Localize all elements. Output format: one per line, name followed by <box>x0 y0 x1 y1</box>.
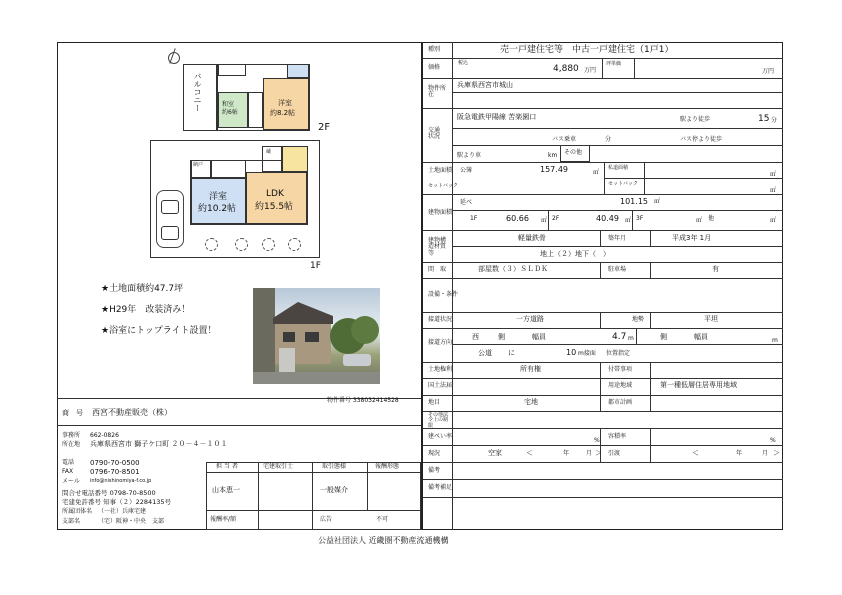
floor1-area: 60.66 <box>506 214 529 223</box>
building-total-area: 101.15 <box>620 197 648 206</box>
transaction-type: 一般媒介 <box>320 486 348 494</box>
walk-minutes: 15 <box>758 114 770 124</box>
land-rights: 所有権 <box>520 365 541 373</box>
company-fax: 0796-70-8501 <box>90 468 140 476</box>
train-line: 阪急電鉄甲陽線 苦楽園口 <box>457 113 537 121</box>
highlight-2: ★H29年 改装済み！ <box>101 305 191 315</box>
highlight-3: ★浴室にトップライト設置！ <box>101 326 217 336</box>
property-number: 物件番号 338032414528 <box>327 397 399 404</box>
built-date: 平成3年 1月 <box>672 234 712 242</box>
terrain: 平坦 <box>704 315 718 323</box>
layout: 部屋数（３）ＳＬＤＫ <box>478 265 548 273</box>
land-area: 157.49 <box>540 165 568 174</box>
center-divider <box>421 42 423 530</box>
frontage: 10 <box>566 348 577 357</box>
floor-label-1f: 1F <box>310 261 321 271</box>
highlight-1: ★土地面積約47.7坪 <box>101 284 184 294</box>
floors: 地上（２）地下（ ） <box>540 250 610 258</box>
road-status: 一方道路 <box>516 315 544 323</box>
company-address: 兵庫県西宮市 獅子ケ口町 ２０－４－１０１ <box>90 440 228 448</box>
exterior-photo <box>253 288 380 384</box>
zoning: 第一種低層住居専用地域 <box>660 381 737 389</box>
structure: 軽量鉄骨 <box>518 234 546 242</box>
company-tel: 0790-70-0500 <box>90 459 140 467</box>
company-name: 西宮不動産販売（株） <box>92 408 172 417</box>
road-width: 4.7 <box>612 332 627 342</box>
inquiry-tel: 問合せ電話番号 0798-70-8500 <box>62 489 156 497</box>
floor2-area: 40.49 <box>596 214 619 223</box>
company-mail: info@nishinomiya-f.co.jp <box>90 478 152 484</box>
balcony-label: バルコニー <box>193 72 202 112</box>
land-category: 宅地 <box>524 398 538 406</box>
road-type: 公道 <box>478 349 492 357</box>
license-number: 宅建免許番号 知事（２）2284135号 <box>62 498 172 506</box>
staff-name: 山本恵一 <box>212 486 240 494</box>
parking: 有 <box>712 265 719 273</box>
floor-label-2f: 2F <box>318 122 331 133</box>
property-type: 売一戸建住宅等 中古一戸建住宅（1戸1） <box>500 45 674 55</box>
current-status: 空家 <box>488 449 502 457</box>
property-location: 兵庫県西宮市城山 <box>457 81 513 89</box>
footer-organization: 公益社団法人 近畿圏不動産流通機構 <box>318 536 449 545</box>
price-value: 4,880 <box>553 64 579 74</box>
